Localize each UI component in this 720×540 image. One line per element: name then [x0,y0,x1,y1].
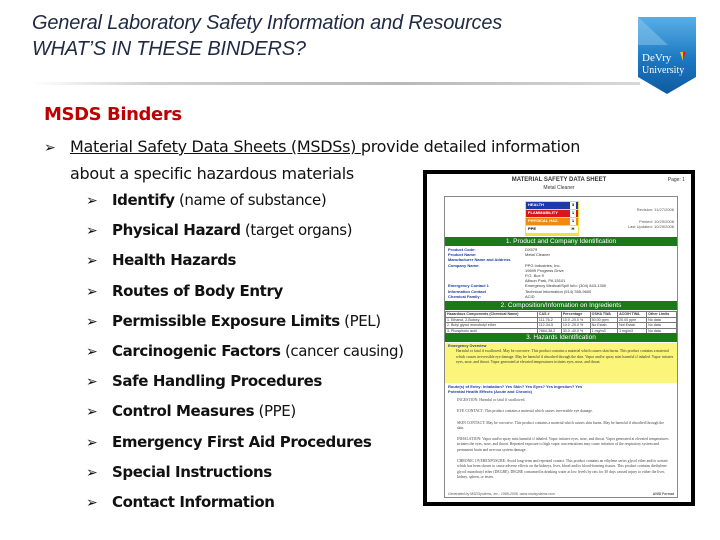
arrow-bullet-icon: ➢ [44,140,56,156]
list-item: ➢ Routes of Body Entry [86,277,404,307]
hmis-label [525,201,579,236]
table-header-row: Hazardous Components (Chemical Name) CAS # Percentage OSHA TWA ACGIH TWA Other Limits [446,312,677,318]
ingredients-table [445,311,677,334]
section-heading: MSDS Binders [44,104,182,125]
product-fields: Product Code: DX579 Product Name: Metal Cleaner Manufacturer Name and Address Company Name: PPG Industries, Inc. 19699 Progress Drive P.O. Box 9 Allison Park, PA 15101 Emergency Contact 1 Emergency Medical/Spill Info: (304) 843-1300 Information Contact Technical Information (514) 355-9600 Chemical Family: ACID [448,247,607,299]
shield-logo-icon [636,15,698,95]
arrow-bullet-icon: ➢ [86,193,98,209]
section3-header: 3. Hazards Identification [445,333,677,342]
slide-title [32,10,502,62]
msds-printed: Printed: 10/29/2008 [639,219,674,224]
list-item: ➢ Physical Hazard (target organs) [86,216,404,246]
msds-sample-image [423,170,695,506]
hmis-ppe: PPE H [526,226,578,233]
list-item: ➢ Identify (name of substance) [86,186,404,216]
inhalation-paragraph: INHALATION: Vapor and/or spray mist harmful if inhaled. Vapor irritates eyes, nose, and throat. Vapor generated at elevated temperatures irritates the eyes, nose, and throat. Repeated exposure to high vapor concentrations may cause irritation of the respiratory system and permanent brain and nervous system damage. [457,437,669,452]
msds-product: Metal Cleaner [543,185,575,191]
arrow-bullet-icon: ➢ [86,253,98,270]
intro-text: provide detailed information [360,137,581,156]
ingestion-paragraph: INGESTION: Harmful or fatal if swallowed. [457,398,526,402]
arrow-bullet-icon: ➢ [86,495,98,512]
hmis-physical-hazard: PHYSICAL HAZ. 1 [526,218,578,225]
arrow-bullet-icon: ➢ [86,223,98,240]
eye-contact-paragraph: EYE CONTACT: This product contains a material which causes irreversible eye damage. [457,409,593,413]
routes-of-entry: Route(s) of Entry: Inhalation? Yes Skin? Yes Eyes? Yes Ingestion? Yes Potential Health Effects (Acute and Chronic) [448,384,583,395]
section2-header: 2. Composition/Information on Ingredients [445,301,677,310]
arrow-bullet-icon: ➢ [86,374,98,391]
chronic-overexposure-paragraph: CHRONIC OVEREXPOSURE: Avoid long-term and repeated contact. This product contains an ethylene series glycol ether and/or acetate which has been shown to cause adverse effects on the kidneys, liver, blood and/or blood-forming tissues. This product contains diethylene glycol monobutyl ether (DEGBE). DEGBE consumed in drinking water at low levels by rats for 30 days caused injury to either the liver, kidney, spleen, or testes. [457,459,668,480]
arrow-bullet-icon: ➢ [86,464,98,481]
list-item: ➢ Carcinogenic Factors (cancer causing) [86,337,404,367]
title-line-1: General Laboratory Safety Information and Resources [32,12,503,34]
list-item: ➢ Contact Information [86,488,404,518]
list-item: ➢ Emergency First Aid Procedures [86,428,404,458]
title-line-2: WHAT’S IN THESE BINDERS? [32,38,306,60]
arrow-bullet-icon: ➢ [86,313,98,330]
svg-text:DeVry: DeVry [642,52,672,64]
msds-last-updated: Last Updated: 10/29/2006 [627,224,674,229]
msds-revision: Revision: 11/27/2006 [636,207,674,212]
devry-university-logo [636,15,698,95]
title-divider [30,82,640,85]
arrow-bullet-icon: ➢ [86,404,98,421]
table-row: 2. Butyl glycol monobutyl ether 112-34-5 10.0 -20.0 % No Estab. Not Estab. No data [446,323,677,329]
list-item: ➢ Safe Handling Procedures [86,367,404,397]
emergency-overview: Emergency Overview Harmful or fatal if swallowed. May be corrosive. This product contains a material which causes skin burns. This product contains a material which causes irreversible eye damage. May be harmful if absorbed through the skin. Vapor and/or spray mist harmful if inhaled. Vapor irritates eyes, nose, and throat. Vapor generated at elevated temperatures irritates eyes, nose, and throat. [445,343,677,383]
arrow-bullet-icon: ➢ [86,434,98,451]
msds-body [444,196,678,498]
msds-contents-list [86,186,404,518]
section1-header: 1. Product and Company Identification [445,237,677,246]
hmis-flammability: FLAMMABILITY 1 [526,210,578,217]
msds-definition-link-text: Material Safety Data Sheets (MSDSs) [70,137,361,156]
hmis-health: HEALTH 3 [526,202,578,209]
msds-footer: ANSI Format Generated by MSDSystems, Inc., 1999-2008, www.msdsystems.com [448,492,674,496]
svg-text:University: University [642,65,685,76]
list-item: ➢ Permissible Exposure Limits (PEL) [86,307,404,337]
table-row: 3. Phosphoric acid 7664-38-2 30.0 -40.0 % 1 mg/m3 1 mg/m3 No data [446,328,677,334]
skin-contact-paragraph: SKIN CONTACT: May be corrosive. This product contains a material which causes skin burns. May be harmful if absorbed through the skin. [457,421,664,431]
list-item: ➢ Special Instructions [86,458,404,488]
intro-continuation: about a specific hazardous materials [70,164,354,183]
list-item: ➢ Health Hazards [86,246,404,276]
msds-page-number: Page: 1 [667,177,685,183]
arrow-bullet-icon: ➢ [86,283,98,300]
table-row: 1. Ethanol, 2-Butoxy- 111-76-2 10.0 -20.0 % 50.00 ppm 20.00 ppm No data [446,317,677,323]
list-item: ➢ Control Measures (PPE) [86,397,404,427]
msds-title: MATERIAL SAFETY DATA SHEET [511,177,607,183]
arrow-bullet-icon: ➢ [86,344,98,361]
